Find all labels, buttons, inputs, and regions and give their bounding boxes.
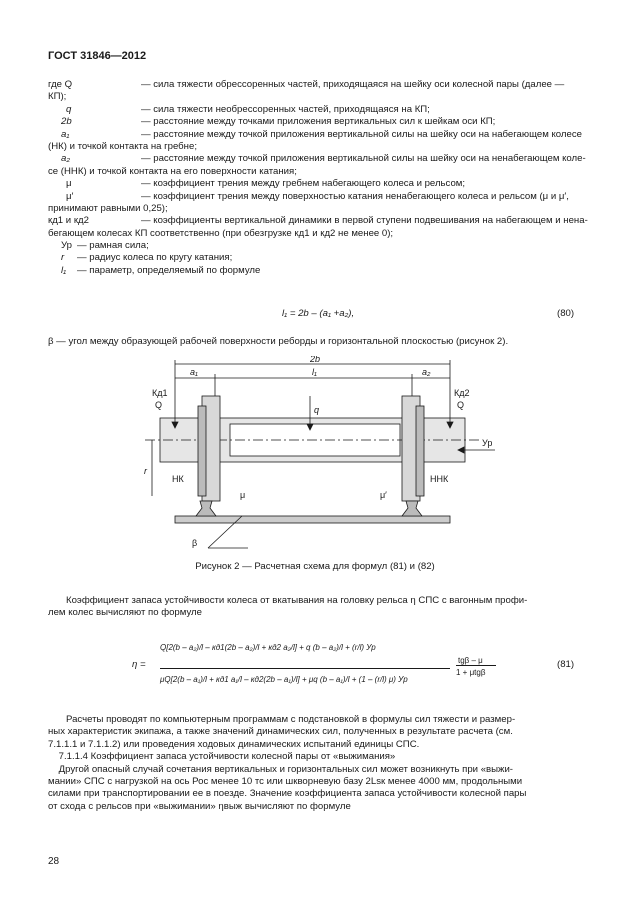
para-line: силами при транспортировании ее в поезде. Значение коэффициента запаса устойчивости колесной пары — [48, 788, 527, 800]
def-row — [48, 79, 584, 91]
paragraph-calc — [48, 714, 584, 813]
def-desc: — расстояние между точкой приложения вертикальной силы на шейку оси на набегающем колесе — [141, 128, 582, 140]
fraction-bar — [456, 665, 496, 666]
label-r: r — [144, 466, 147, 476]
definitions-list — [48, 79, 588, 277]
def-desc: — радиус колеса по кругу катания; — [77, 252, 233, 264]
def-symbol: μ — [66, 178, 72, 190]
def-desc: — расстояние между точкой приложения вертикальной силы на шейку оси на ненабегающем коле- — [141, 153, 586, 165]
def-desc: — коэффициент трения между гребнем набегающего колеса и рельсом; — [141, 178, 466, 190]
def-symbol: Ур — [61, 240, 72, 252]
formula-81-numerator: Q[2(b – a₂)/l – кд1(2b – a₂)/l + кд2 a₂/l] + q (b – a₂)/l + (r/l) Ур — [160, 643, 376, 652]
wheelset-diagram — [130, 356, 500, 556]
def-symbol: q — [66, 103, 72, 115]
def-desc: — коэффициенты вертикальной динамики в первой ступени подвешивания на набегающем и нена- — [141, 215, 588, 227]
right-rail — [402, 501, 422, 516]
def-desc: — параметр, определяемый по формуле — [77, 264, 261, 276]
def-cont — [48, 141, 584, 153]
para-line: лем колес вычисляют по формуле — [48, 607, 202, 619]
label-yp: Ур — [482, 438, 493, 448]
label-l1: l₁ — [312, 367, 317, 377]
def-symbol: r — [61, 252, 65, 264]
def-row — [48, 178, 584, 190]
para-line: Расчеты проводят по компьютерным программам с подстановкой в формулы сил тяжести и размер- — [66, 714, 516, 725]
label-mu: μ — [240, 490, 246, 500]
left-rail — [196, 501, 216, 516]
para-line: 7.1.1.4 Коэффициент запаса устойчивости колесной пары от «выжимания» — [48, 751, 396, 763]
para-line: 7.1.1.1 и 7.1.1.2) или проведения ходовых динамических испытаний единицы СПС. — [48, 738, 420, 750]
label-kd2: Кд2 — [454, 388, 470, 398]
def-desc: — коэффициент трения между поверхностью катания ненабегающего колеса и рельсом (μ и μ′, — [141, 190, 569, 202]
label-nnk: ННК — [430, 474, 449, 484]
def-row — [48, 215, 588, 227]
label-q: q — [314, 405, 320, 415]
label-kd1: Кд1 — [152, 388, 168, 398]
def-cont-text: бегающем колесах КП соответственно (при обезгрузке кд1 и кд2 не менее 0); — [48, 227, 394, 239]
document-header: ГОСТ 31846—2012 — [48, 50, 147, 62]
formula-81 — [48, 638, 584, 698]
label-beta: β — [192, 538, 198, 548]
def-desc: — сила тяжести обрессоренных частей, приходящаяся на шейку оси колесной пары (далее — — [141, 79, 565, 90]
para-line: Коэффициент запаса устойчивости колеса от вкатывания на головку рельса η СПС с вагонным профи- — [66, 595, 528, 606]
rail-base — [175, 516, 450, 523]
label-a2: a₂ — [422, 367, 431, 377]
def-desc: — сила тяжести необрессоренных частей, приходящаяся на КП; — [141, 103, 430, 115]
page-number: 28 — [48, 856, 60, 867]
label-nk: НК — [172, 474, 184, 484]
def-desc: — рамная сила; — [77, 240, 149, 252]
para-line: Другой опасный случай сочетания вертикальных и горизонтальных сил может возникнуть при «выжи- — [48, 763, 514, 775]
left-flange — [198, 406, 206, 496]
label-mu-prime: μ′ — [380, 490, 387, 500]
def-symbol: 2b — [61, 116, 72, 128]
def-cont-text: КП); — [48, 91, 67, 103]
def-symbol: l₁ — [61, 264, 67, 276]
def-cont — [48, 203, 584, 215]
def-symbol: где Q — [48, 79, 73, 90]
para-line: ных характеристик экипажа, а также значений динамических сил, полученных в результате расчета (см. — [48, 726, 513, 738]
label-2b: 2b — [310, 356, 321, 364]
right-flange — [416, 406, 424, 496]
formula-81-eta: η = — [132, 659, 146, 670]
def-cont — [48, 166, 584, 178]
label-a1: a₁ — [190, 367, 198, 377]
def-symbol: a₂ — [61, 153, 70, 165]
formula-81-number: (81) — [557, 659, 575, 670]
def-row — [48, 129, 584, 141]
label-Q-left: Q — [155, 400, 163, 410]
figure-caption: Рисунок 2 — Расчетная схема для формул (81) и (82) — [195, 561, 435, 572]
def-desc: — расстояние между точками приложения вертикальных сил к шейкам оси КП; — [141, 116, 496, 128]
beta-definition: β — угол между образующей рабочей поверхности реборды и горизонтальной плоскостью (рисунок 2). — [48, 336, 509, 347]
def-row — [48, 104, 584, 116]
fraction-bar — [160, 668, 450, 669]
formula-81-denominator: μQ[2(b – a₁)/l + кд1 a₁/l – кд2(2b – a₁)/l] + μq (b – a₁)/l + (1 – (r/l) μ) Ур — [160, 675, 408, 684]
def-symbol: μ′ — [66, 190, 74, 202]
formula-81-frac2-num: tgβ – μ — [458, 656, 483, 665]
def-cont — [48, 228, 584, 240]
def-symbol: a₁ — [61, 128, 70, 140]
label-Q-right: Q — [457, 400, 465, 410]
def-row — [48, 191, 584, 203]
def-cont-text: се (ННК) и точкой контакта на его поверхности катания; — [48, 165, 297, 177]
paragraph-eta-intro — [48, 595, 584, 620]
formula-81-frac2-den: 1 + μtgβ — [456, 668, 486, 677]
formula-80-number: (80) — [557, 308, 575, 319]
def-cont — [48, 91, 584, 103]
def-row — [48, 153, 584, 165]
para-line: мании» СПС с нагрузкой на ось Рос менее 10 тс или шкворневую базу 2Lsк менее 4000 мм, продольными — [48, 776, 523, 788]
def-row — [48, 240, 584, 252]
para-line: от схода с рельсов при «выжимании» ηвыж вычисляют по формуле — [48, 800, 351, 812]
def-cont-text: (НК) и точкой контакта на гребне; — [48, 140, 197, 152]
def-symbol: кд1 и кд2 — [48, 215, 89, 227]
def-row — [48, 252, 584, 264]
formula-80-expr: l₁ = 2b – (a₁ +a₂), — [282, 308, 355, 319]
def-row — [48, 265, 584, 277]
def-row — [48, 116, 584, 128]
def-cont-text: принимают равными 0,25); — [48, 202, 168, 214]
